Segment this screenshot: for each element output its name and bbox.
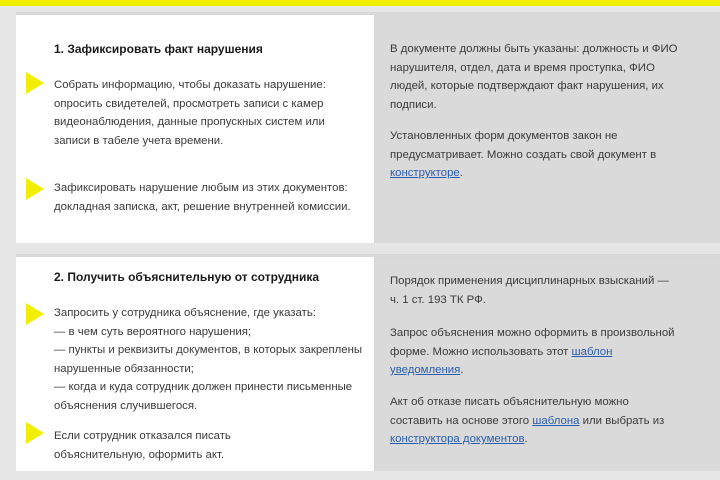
bullet-marker-icon	[26, 422, 44, 444]
bullet-line: — когда и куда сотрудник должен принести письменные объяснения случившегося.	[54, 381, 353, 412]
step-card-1	[16, 12, 720, 243]
bottom-gap	[0, 471, 720, 480]
note-text: Акт об отказе писать объяснительную можно составить на основе этого	[390, 396, 629, 427]
top-accent-bar	[0, 0, 720, 6]
step-2-actions	[16, 257, 374, 474]
note-text: .	[460, 364, 464, 376]
bullet-marker-icon	[26, 178, 44, 200]
bullet-marker-icon	[26, 72, 44, 94]
constructor-link[interactable]: конструкторе	[390, 167, 460, 179]
step-2-note-1: Порядок применения дисциплинарных взысканий — ч. 1 ст. 193 ТК РФ.	[390, 275, 669, 306]
step-1-title: 1. Зафиксировать факт нарушения	[54, 42, 263, 56]
notice-template-link[interactable]: шаблон уведомления	[390, 345, 613, 376]
note-text: Установленных форм документов закон не предусматривает. Можно создать свой документ в	[390, 130, 657, 161]
document-constructor-link[interactable]: конструктора документов	[390, 433, 525, 445]
note-text: или выбрать из	[579, 414, 665, 427]
step-2-note-2	[390, 324, 680, 380]
note-text: Запрос объяснения можно оформить в произвольной форме. Можно использовать этот	[390, 327, 675, 358]
bullet-line: — в чем суть вероятного нарушения;	[54, 325, 252, 338]
step-1-bullet-2: Зафиксировать нарушение любым из этих документов: докладная записка, акт, решение внутренней комиссии.	[54, 182, 351, 213]
step-2-bullet-2: Если сотрудник отказался писать объяснительную, оформить акт.	[54, 430, 231, 461]
step-1-actions	[16, 15, 374, 243]
step-1-notes	[374, 15, 720, 243]
bullet-marker-icon	[26, 303, 44, 325]
step-2-note-3	[390, 393, 680, 449]
step-1-note-2	[390, 127, 680, 183]
note-text: .	[459, 167, 463, 179]
step-2-title: 2. Получить объяснительную от сотрудника	[54, 270, 320, 284]
bullet-line: Запросить у сотрудника объяснение, где указать:	[54, 307, 316, 319]
step-1-note-1: В документе должны быть указаны: должность и ФИО нарушителя, отдел, дата и время проступка, ФИО людей, которые подтверждают факт нарушения, их подписи.	[390, 43, 678, 111]
step-2-notes	[374, 257, 720, 474]
step-1-bullet-1: Собрать информацию, чтобы доказать нарушение: опросить свидетелей, просмотреть записи с камер видеонаблюдения, данные пропускных систем или записи в табеле учета времени.	[54, 79, 326, 147]
step-2-bullet-1	[54, 304, 372, 415]
template-link[interactable]: шаблона	[532, 414, 580, 427]
bullet-line: — пункты и реквизиты документов, в которых закреплены нарушенные обязанности;	[54, 344, 363, 375]
step-card-2	[16, 254, 720, 474]
note-text: .	[524, 433, 528, 445]
